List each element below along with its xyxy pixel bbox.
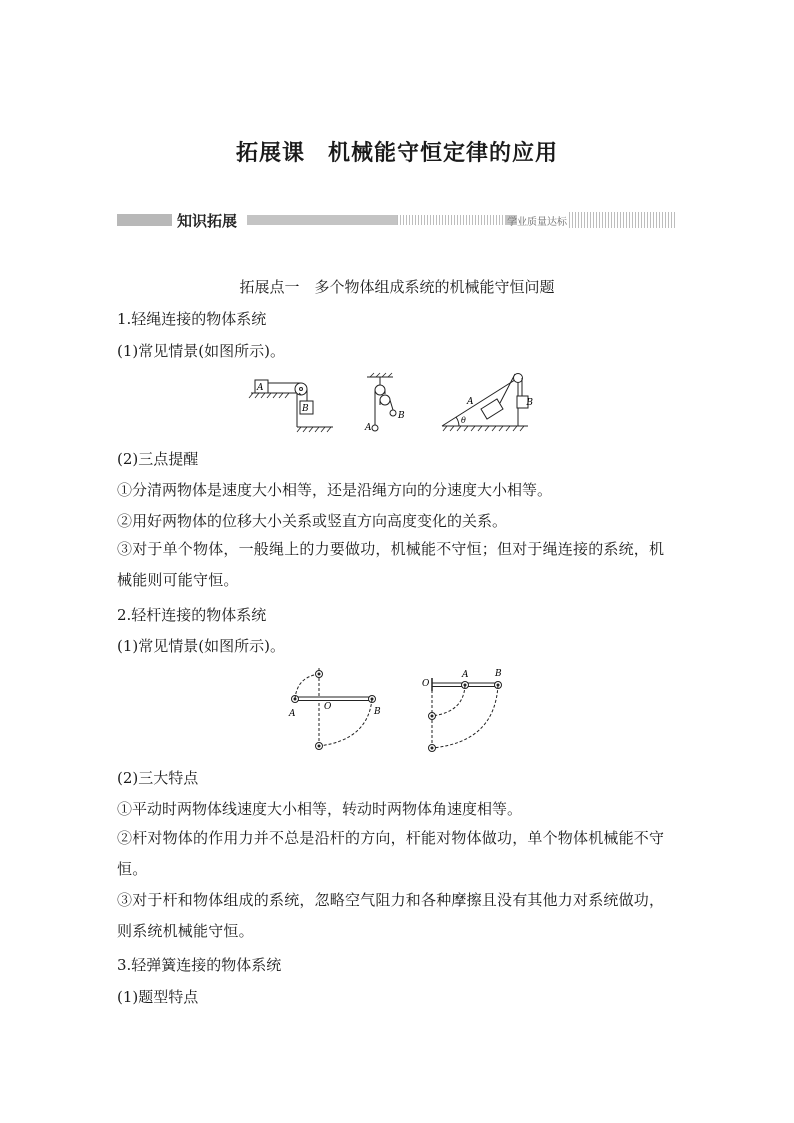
rod-systems-figure — [280, 664, 510, 756]
section1-item2: (2)三点提醒 — [117, 450, 199, 468]
label-a-3: A — [467, 397, 474, 407]
banner-bar-left — [117, 214, 172, 226]
section-banner — [117, 209, 677, 231]
rod1-label-o: O — [324, 702, 332, 712]
section1-point3: ③对于单个物体，一般绳上的力要做功，机械能不守恒；但对于绳连接的系统，机械能则可能守恒。 — [117, 540, 665, 589]
section3-item1: (1)题型特点 — [117, 988, 199, 1006]
section2-point2: ②杆对物体的作用力并不总是沿杆的方向，杆能对物体做功，单个物体机械能不守恒。 — [117, 829, 665, 878]
section1-heading: 1.轻绳连接的物体系统 — [117, 310, 267, 328]
banner-bar-fade — [397, 215, 505, 225]
topic-heading: 拓展点一 多个物体组成系统的机械能守恒问题 — [239, 278, 555, 296]
rod2-label-b: B — [495, 669, 502, 679]
page-title: 拓展课 机械能守恒定律的应用 — [235, 141, 558, 166]
label-b-3: B — [526, 398, 533, 408]
section1-item1: (1)常见情景(如图所示)。 — [117, 342, 285, 360]
label-a-1: A — [257, 383, 264, 393]
label-theta: θ — [461, 416, 466, 425]
section3-heading: 3.轻弹簧连接的物体系统 — [117, 956, 282, 974]
banner-bar-right — [569, 212, 677, 228]
rod1-label-b: B — [374, 707, 381, 717]
rod2-label-o: O — [422, 679, 430, 689]
section1-point1: ①分清两物体是速度大小相等，还是沿绳方向的分速度大小相等。 — [117, 481, 553, 499]
section2-item1: (1)常见情景(如图所示)。 — [117, 637, 285, 655]
banner-label: 知识拓展 — [177, 212, 238, 230]
section2-heading: 2.轻杆连接的物体系统 — [117, 606, 267, 624]
rope-systems-figure — [245, 372, 535, 436]
rod1-label-a: A — [289, 709, 296, 719]
section1-point2: ②用好两物体的位移大小关系或竖直方向高度变化的关系。 — [117, 512, 508, 530]
label-b-1: B — [302, 404, 309, 414]
label-b-2: B — [398, 411, 405, 421]
section2-point1: ①平动时两物体线速度大小相等，转动时两物体角速度相等。 — [117, 800, 523, 818]
banner-right-label: 学业质量达标 — [507, 217, 567, 228]
section2-item2: (2)三大特点 — [117, 769, 199, 787]
rod2-label-a: A — [462, 670, 469, 680]
label-a-2: A — [365, 423, 372, 433]
section2-point3: ③对于杆和物体组成的系统，忽略空气阻力和各种摩擦且没有其他力对系统做功，则系统机械能守恒。 — [117, 891, 665, 940]
